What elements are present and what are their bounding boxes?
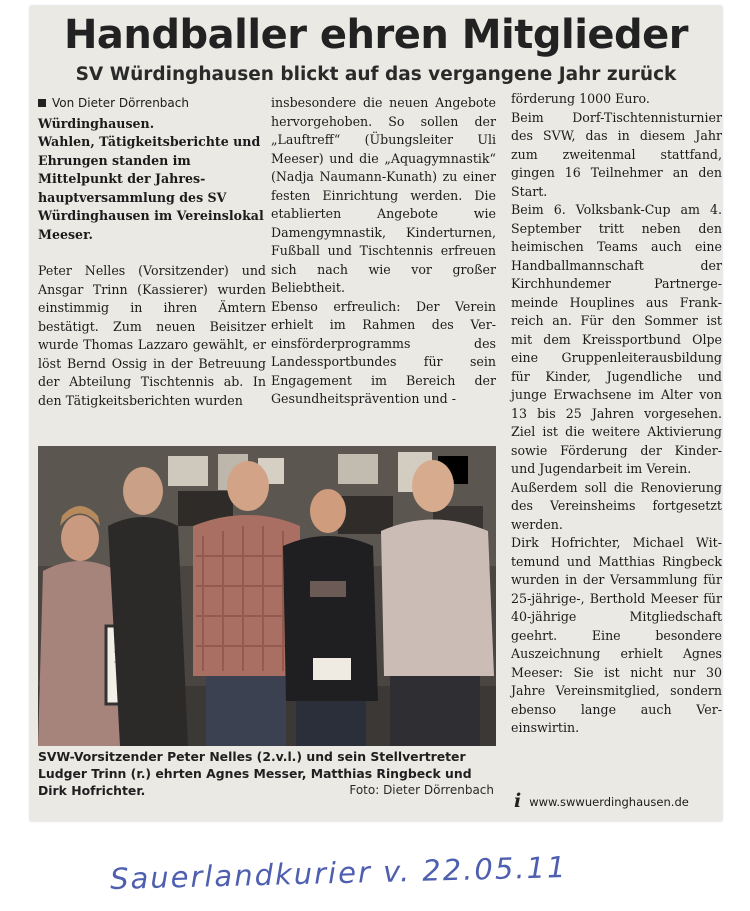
paragraph: förderung 1000 Euro. bbox=[511, 91, 650, 106]
paragraph: insbesondere die neuen Angebote hervorgehoben. So sollen der „Lauftreff“ (Übungsleiter Uli Meeser) und die „Aquagymnastik“ (Nadja Naumann-Kunath) zu einer festen Einrichtung werden. Die etablierten Angebote wie Damengymnastik, Kinderturnen, Fußball und Tischtennis erfreuen sich nach wie vor großer Beliebtheit. bbox=[271, 95, 496, 295]
newspaper-clipping bbox=[30, 6, 722, 821]
photo-credit: Foto: Dieter Dörrenbach bbox=[349, 783, 494, 797]
headline: Handballer ehren Mitglieder bbox=[63, 12, 689, 58]
paragraph: Dirk Hofrichter, Michael Wittemund und Matthias Ringbeck wurden in der Versammlung für 25-jährige-, Berthold Meeser für 40-jährige Mitgliedschaft geehrt. Eine besondere Auszeichnung erhielt Agnes Meeser: Sie ist nicht nur 30 Jahre Vereinsmitglied, sondern ebenso lange auch Vereinswirtin. bbox=[511, 535, 722, 735]
photo-caption: SVW-Vorsitzender Peter Nelles (2.v.l.) und sein Stellvertreter Ludger Trinn (r.) ehrten Agnes Messer, Matthias Ringbeck und Dirk Hofrichter. bbox=[38, 749, 472, 798]
handwritten-source-note: Sauerlandkurier v. 22.05.11 bbox=[109, 850, 568, 896]
article-column-3 bbox=[511, 90, 722, 738]
website-link[interactable]: www.swwuerdinghausen.de bbox=[529, 794, 689, 809]
lead-place: Würdinghausen. bbox=[38, 115, 155, 131]
subheadline: SV Würdinghausen blickt auf das vergangene Jahr zurück bbox=[75, 64, 677, 85]
paragraph: Peter Nelles (Vorsitzender) und Ansgar Trinn (Kassierer) wurden einstimmig in ihren Ämtern bestätigt. Zum neuen Beisitzer wurde Thomas Lazzaro gewählt, er löst Bernd Ossig in der Betreuung der Abteilung Tischtennis ab. In den Tätigkeitsberichten wurden bbox=[38, 263, 266, 408]
byline bbox=[38, 94, 266, 113]
paragraph: Beim Dorf-Tischtennisturnier des SVW, das in diesem Jahr zum zweitenmal stattfand, gingen 16 Teilnehmer an den Start. bbox=[511, 109, 722, 199]
article-photo bbox=[38, 446, 496, 746]
info-icon: i bbox=[514, 790, 522, 812]
paragraph: Außerdem soll die Renovierung des Vereinsheims fortgesetzt werden. bbox=[511, 479, 722, 532]
lead-paragraph bbox=[38, 115, 266, 245]
paragraph: Ebenso erfreulich: Der Verein erhielt im Rahmen des Vereinsförderprogramms des Landessportbundes für sein Engagement im Bereich der Gesundheitsprävention und - bbox=[271, 298, 496, 406]
article-column-1 bbox=[38, 94, 266, 410]
paragraph: Beim 6. Volksbank-Cup am 4. September tritt neben den heimischen Teams auch eine Handballmannschaft der Kirchhundemer Partnergemeinde Houplines aus Frankreich an. Für den Sommer ist mit dem Kreissportbund Olpe eine Gruppenleiterausbildung für Kinder, Jugendliche und junge Erwachsene im Alter von 13 bis 25 Jahren vorgesehen. Ziel ist die weitere Aktivierung sowie Förderung der Kinder- und Jugendarbeit im Verein. bbox=[511, 202, 722, 476]
website-info bbox=[514, 792, 724, 811]
photo-illustration bbox=[38, 446, 496, 746]
article-column-2 bbox=[271, 94, 496, 409]
byline-text: Von Dieter Dörrenbach bbox=[52, 96, 189, 110]
lead-text: Wahlen, Tätigkeitsberichte und Ehrungen standen im Mittelpunkt der Jahreshauptversammlung des SV Würdinghausen im Vereinslokal Meeser. bbox=[38, 134, 264, 242]
byline-marker bbox=[38, 99, 46, 107]
